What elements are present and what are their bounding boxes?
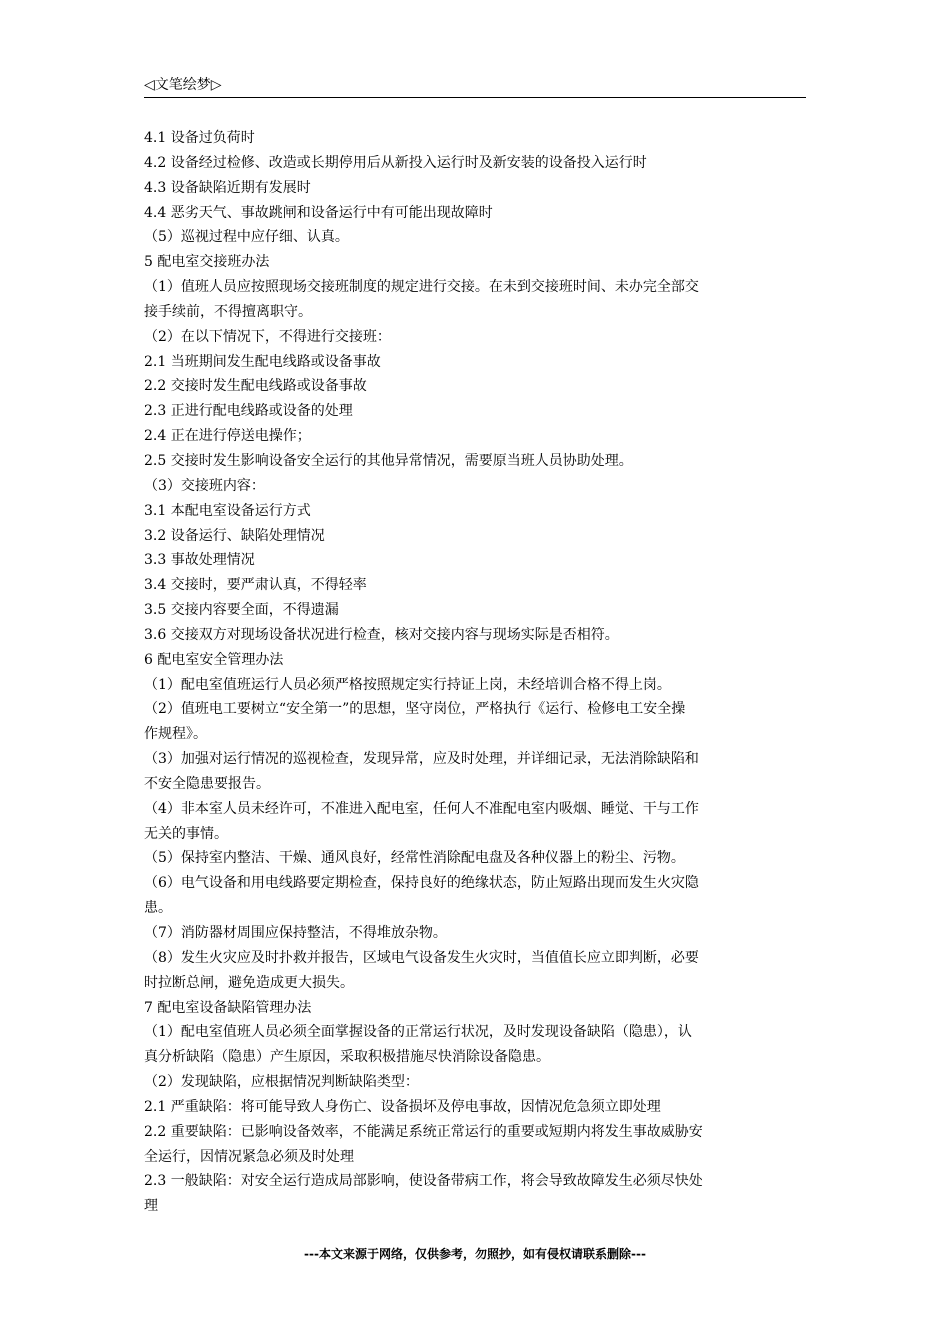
text-line: 2.1 当班期间发生配电线路或设备事故 xyxy=(144,353,381,370)
text-line: 3.1 本配电室设备运行方式 xyxy=(144,502,311,519)
text-line: 全运行，因情况紧急必须及时处理 xyxy=(144,1148,354,1165)
text-line: 2.3 正进行配电线路或设备的处理 xyxy=(144,403,353,420)
text-line: 4.4 恶劣天气、事故跳闸和设备运行中有可能出现故障时 xyxy=(144,204,493,221)
text-line: （3）加强对运行情况的巡视检查，发现异常，应及时处理，并详细记录，无法消除缺陷和 xyxy=(144,751,699,768)
page-header xyxy=(144,75,806,98)
header-title: ◁文笔绘梦▷ xyxy=(144,77,222,93)
text-line: （1）配电室值班人员必须全面掌握设备的正常运行状况，及时发现设备缺陷（隐患），认 xyxy=(144,1024,692,1041)
text-line: 4.1 设备过负荷时 xyxy=(144,130,255,146)
text-line: 2.5 交接时发生影响设备安全运行的其他异常情况，需要原当班人员协助处理。 xyxy=(144,452,633,469)
text-line: 无关的事情。 xyxy=(144,825,228,842)
text-line: （2）在以下情况下，不得进行交接班： xyxy=(144,328,391,345)
text-line: 患。 xyxy=(144,900,172,917)
text-line: 2.2 重要缺陷：已影响设备效率，不能满足系统正常运行的重要或短期内将发生事故威胁安 xyxy=(144,1123,703,1140)
text-line: 3.6 交接双方对现场设备状况进行检查，核对交接内容与现场实际是否相符。 xyxy=(144,626,619,643)
text-line: 4.3 设备缺陷近期有发展时 xyxy=(144,179,311,196)
text-line: 7 配电室设备缺陷管理办法 xyxy=(144,999,312,1016)
text-line: 3.5 交接内容要全面，不得遗漏 xyxy=(144,602,339,619)
text-line: （6）电气设备和用电线路要定期检查，保持良好的绝缘状态，防止短路出现而发生火灾隐 xyxy=(144,875,699,892)
text-line: 时拉断总闸，避免造成更大损失。 xyxy=(144,974,354,991)
text-line: 不安全隐患要报告。 xyxy=(144,775,270,792)
text-line: 2.3 一般缺陷：对安全运行造成局部影响，使设备带病工作，将会导致故障发生必须尽快处 xyxy=(144,1173,703,1190)
text-line: 2.2 交接时发生配电线路或设备事故 xyxy=(144,378,367,395)
text-line: 3.4 交接时，要严肃认真，不得轻率 xyxy=(144,577,367,594)
text-line: （2）值班电工要树立“安全第一”的思想，坚守岗位，严格执行《运行、检修电工安全操 xyxy=(144,701,686,718)
text-line: 真分析缺陷（隐患）产生原因，采取积极措施尽快消除设备隐患。 xyxy=(144,1049,550,1066)
text-line: 作规程》。 xyxy=(144,726,207,743)
text-line: 4.2 设备经过检修、改造或长期停用后从新投入运行时及新安装的设备投入运行时 xyxy=(144,154,647,171)
text-line: 3.3 事故处理情况 xyxy=(144,552,255,569)
text-line: 接手续前，不得擅离职守。 xyxy=(144,303,312,320)
text-line: 理 xyxy=(144,1198,158,1215)
text-line: （3）交接班内容： xyxy=(144,477,265,494)
text-line: （8）发生火灾应及时扑救并报告，区域电气设备发生火灾时，当值值长应立即判断，必要 xyxy=(144,949,699,966)
text-line: （7）消防器材周围应保持整洁，不得堆放杂物。 xyxy=(144,925,447,941)
text-line: （1）配电室值班运行人员必须严格按照规定实行持证上岗，未经培训合格不得上岗。 xyxy=(144,676,671,693)
text-line: 2.1 严重缺陷：将可能导致人身伤亡、设备损坏及停电事故，因情况危急须立即处理 xyxy=(144,1098,661,1115)
text-line: 5 配电室交接班办法 xyxy=(144,254,270,271)
text-line: （2）发现缺陷，应根据情况判断缺陷类型： xyxy=(144,1074,419,1091)
text-line: 3.2 设备运行、缺陷处理情况 xyxy=(144,527,325,544)
text-line: （5）巡视过程中应仔细、认真。 xyxy=(144,229,349,246)
text-line: （1）值班人员应按照现场交接班制度的规定进行交接。在未到交接班时间、未办完全部交 xyxy=(144,279,699,296)
document-body xyxy=(144,126,808,1219)
text-line: 6 配电室安全管理办法 xyxy=(144,651,284,668)
text-line: （5）保持室内整洁、干燥、通风良好，经常性消除配电盘及各种仪器上的粉尘、污物。 xyxy=(144,850,685,867)
text-line: （4）非本室人员未经许可，不准进入配电室，任何人不准配电室内吸烟、睡觉、干与工作 xyxy=(144,800,699,817)
page-footer: ---本文来源于网络，仅供参考，勿照抄，如有侵权请联系删除--- xyxy=(304,1247,646,1261)
text-line: 2.4 正在进行停送电操作； xyxy=(144,428,311,445)
